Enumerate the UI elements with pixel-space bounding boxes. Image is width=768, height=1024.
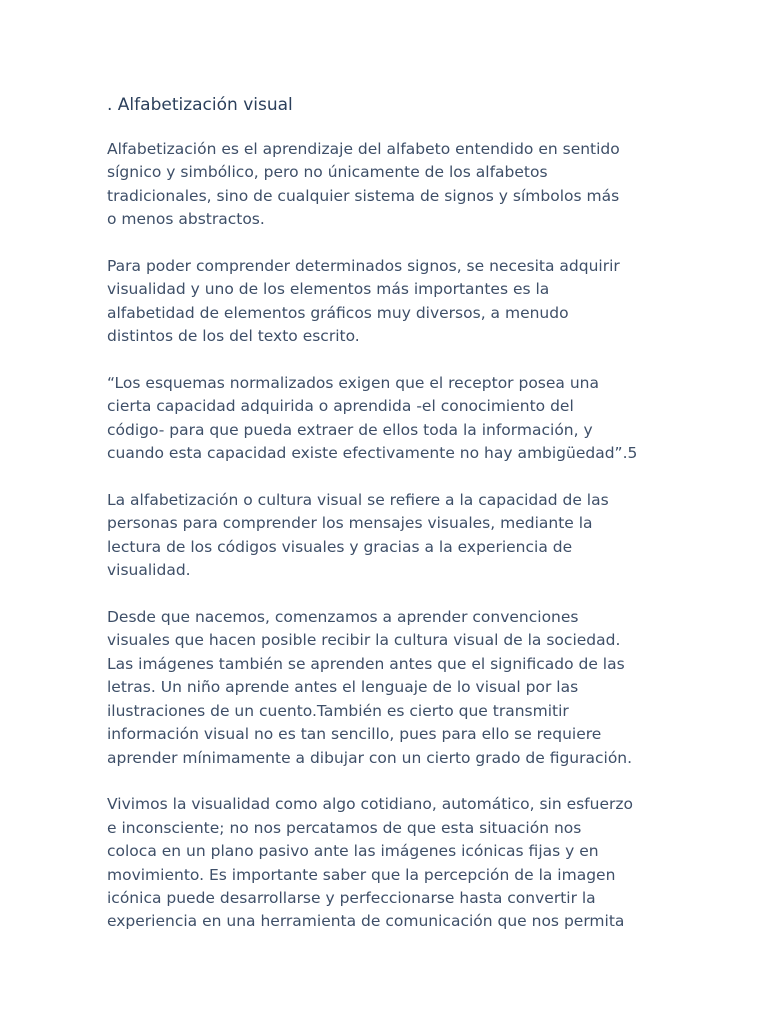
paragraph-2 (107, 255, 707, 349)
document-content (107, 93, 707, 934)
text-line: tradicionales, sino de cualquier sistema de signos y símbolos más (107, 186, 620, 205)
text-line: coloca en un plano pasivo ante las imágenes icónicas fijas y en (107, 842, 599, 861)
text-line: visualidad. (107, 561, 191, 580)
paragraph-1 (107, 138, 707, 232)
text-line: Para poder comprender determinados signos, se necesita adquirir (107, 257, 620, 276)
text-line: alfabetidad de elementos gráficos muy diversos, a menudo (107, 303, 569, 322)
paragraph-3-quote (107, 372, 707, 466)
text-line: icónica puede desarrollarse y perfeccionarse hasta convertir la (107, 888, 596, 907)
paragraph-5 (107, 606, 707, 770)
text-line: cierta capacidad adquirida o aprendida -el conocimiento del (107, 397, 574, 416)
text-line: distintos de los del texto escrito. (107, 327, 360, 346)
text-line: personas para comprender los mensajes visuales, mediante la (107, 514, 593, 533)
paragraph-4 (107, 489, 707, 583)
text-line: “Los esquemas normalizados exigen que el receptor posea una (107, 374, 599, 393)
text-line: Desde que nacemos, comenzamos a aprender convenciones (107, 608, 579, 627)
text-line: aprender mínimamente a dibujar con un cierto grado de figuración. (107, 748, 633, 767)
text-line: La alfabetización o cultura visual se refiere a la capacidad de las (107, 491, 609, 510)
text-line: lectura de los códigos visuales y gracias a la experiencia de (107, 537, 573, 556)
text-line: e inconsciente; no nos percatamos de que esta situación nos (107, 818, 582, 837)
text-line: visuales que hacen posible recibir la cultura visual de la sociedad. (107, 631, 621, 650)
text-line: Vivimos la visualidad como algo cotidiano, automático, sin esfuerzo (107, 795, 633, 814)
text-line: información visual no es tan sencillo, pues para ello se requiere (107, 725, 602, 744)
text-line: ilustraciones de un cuento.También es cierto que transmitir (107, 701, 569, 720)
text-line: o menos abstractos. (107, 210, 265, 229)
text-line: Alfabetización es el aprendizaje del alfabeto entendido en sentido (107, 140, 620, 158)
text-line: letras. Un niño aprende antes el lenguaje de lo visual por las (107, 678, 579, 697)
paragraph-6 (107, 793, 707, 933)
document-title: . Alfabetización visual (107, 95, 293, 115)
text-line: código- para que pueda extraer de ellos toda la información, y (107, 420, 593, 439)
text-line: sígnico y simbólico, pero no únicamente de los alfabetos (107, 163, 548, 182)
text-line: Las imágenes también se aprenden antes que el significado de las (107, 654, 625, 673)
text-line: cuando esta capacidad existe efectivamente no hay ambigüedad”.5 (107, 444, 638, 463)
text-line: movimiento. Es importante saber que la percepción de la imagen (107, 865, 616, 884)
text-line: visualidad y uno de los elementos más importantes es la (107, 280, 550, 299)
text-line: experiencia en una herramienta de comunicación que nos permita (107, 912, 625, 931)
